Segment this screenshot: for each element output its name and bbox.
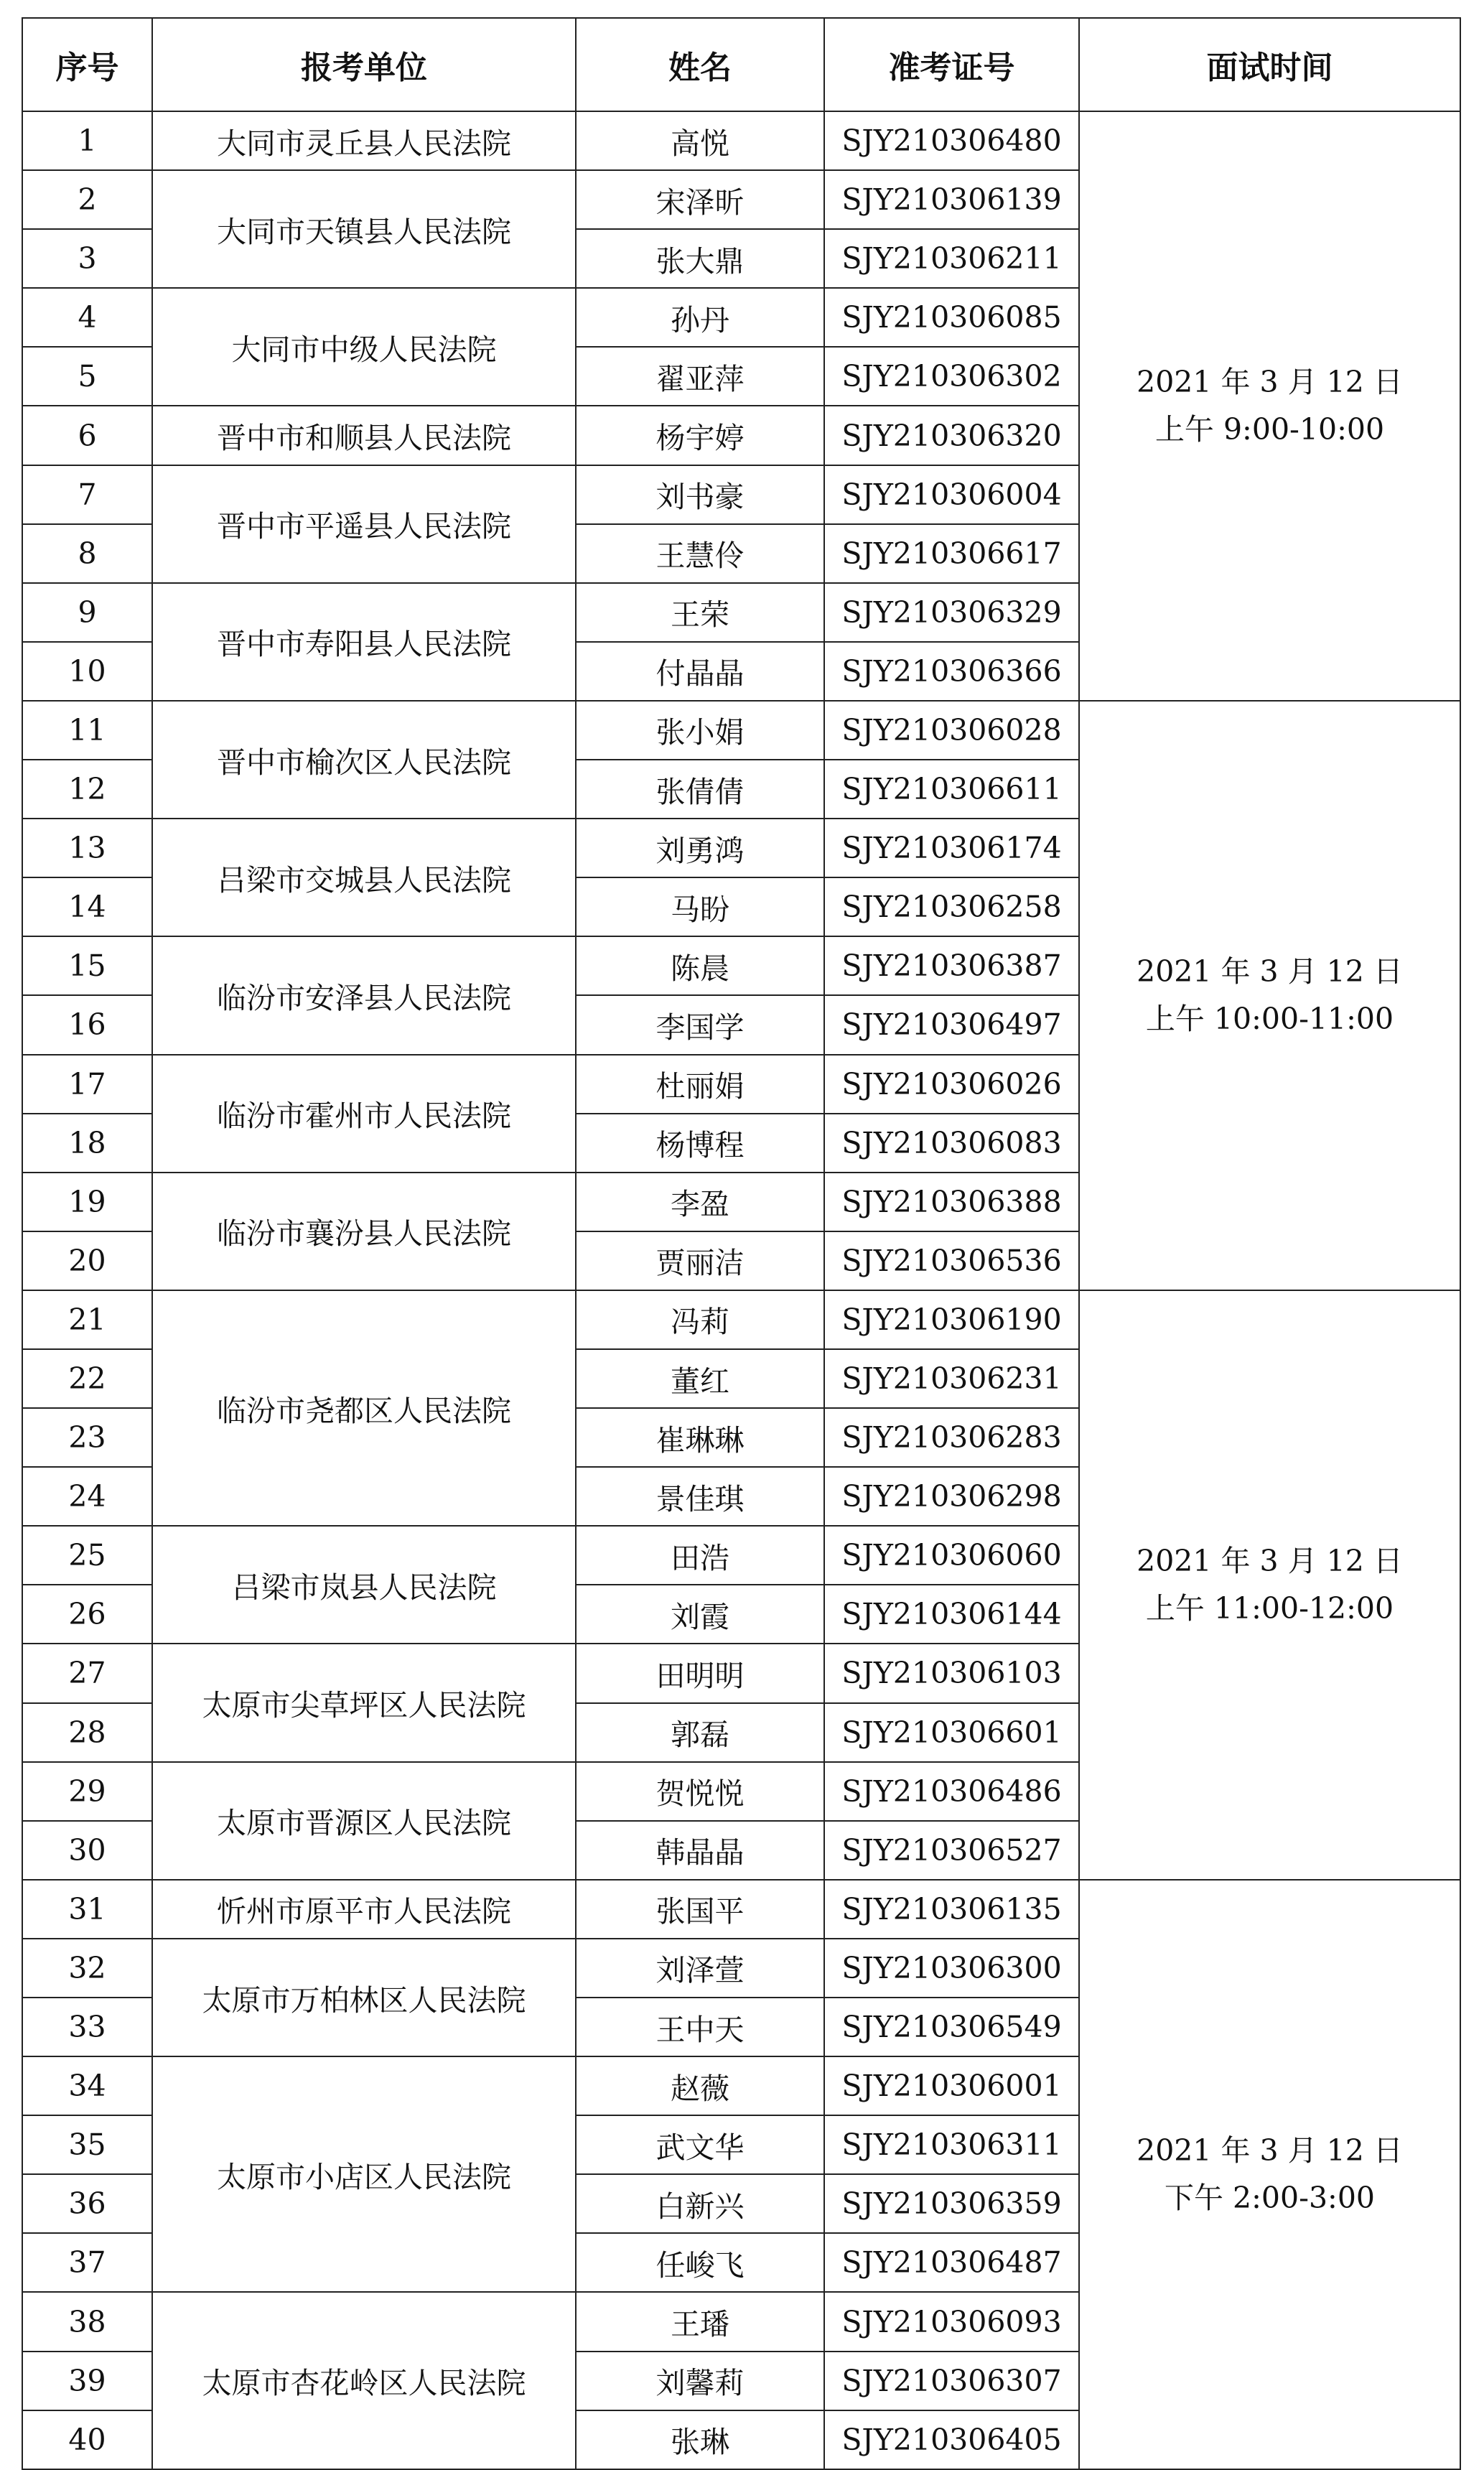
candidate-name: 任峻飞 <box>576 2233 824 2292</box>
row-index: 20 <box>22 1231 152 1290</box>
row-index: 9 <box>22 583 152 642</box>
admission-ticket-number: SJY210306085 <box>824 288 1079 347</box>
candidate-name: 刘馨莉 <box>576 2352 824 2410</box>
admission-ticket-number: SJY210306320 <box>824 406 1079 465</box>
unit-cell: 临汾市襄汾县人民法院 <box>152 1173 576 1290</box>
candidate-name: 崔琳琳 <box>576 1408 824 1467</box>
admission-ticket-number: SJY210306527 <box>824 1821 1079 1880</box>
candidate-name: 王荣 <box>576 583 824 642</box>
unit-cell: 临汾市尧都区人民法院 <box>152 1290 576 1526</box>
admission-ticket-number: SJY210306060 <box>824 1526 1079 1585</box>
row-index: 17 <box>22 1055 152 1114</box>
unit-cell: 忻州市原平市人民法院 <box>152 1880 576 1939</box>
row-index: 11 <box>22 701 152 760</box>
row-index: 24 <box>22 1467 152 1526</box>
table-row <box>22 1880 1460 1939</box>
candidate-name: 武文华 <box>576 2115 824 2174</box>
unit-cell: 大同市中级人民法院 <box>152 288 576 406</box>
candidate-name: 贺悦悦 <box>576 1762 824 1821</box>
admission-ticket-number: SJY210306139 <box>824 170 1079 229</box>
interview-time-cell <box>1079 701 1460 1290</box>
admission-ticket-number: SJY210306258 <box>824 877 1079 936</box>
row-index: 5 <box>22 347 152 406</box>
unit-cell: 太原市尖草坪区人民法院 <box>152 1644 576 1761</box>
row-index: 39 <box>22 2352 152 2410</box>
row-index: 1 <box>22 111 152 170</box>
candidate-name: 张国平 <box>576 1880 824 1939</box>
candidate-name: 李国学 <box>576 995 824 1054</box>
interview-schedule-table <box>22 17 1461 2470</box>
candidate-name: 刘泽萱 <box>576 1939 824 1998</box>
admission-ticket-number: SJY210306283 <box>824 1408 1079 1467</box>
candidate-name: 田明明 <box>576 1644 824 1702</box>
admission-ticket-number: SJY210306480 <box>824 111 1079 170</box>
candidate-name: 白新兴 <box>576 2174 824 2233</box>
row-index: 18 <box>22 1114 152 1173</box>
unit-cell: 太原市晋源区人民法院 <box>152 1762 576 1880</box>
row-index: 22 <box>22 1349 152 1408</box>
row-index: 8 <box>22 524 152 583</box>
unit-cell: 晋中市寿阳县人民法院 <box>152 583 576 701</box>
admission-ticket-number: SJY210306487 <box>824 2233 1079 2292</box>
candidate-name: 刘霞 <box>576 1585 824 1644</box>
candidate-name: 陈晨 <box>576 936 824 995</box>
admission-ticket-number: SJY210306536 <box>824 1231 1079 1290</box>
candidate-name: 王慧伶 <box>576 524 824 583</box>
table-row <box>22 1290 1460 1349</box>
candidate-name: 刘勇鸿 <box>576 819 824 877</box>
admission-ticket-number: SJY210306083 <box>824 1114 1079 1173</box>
admission-ticket-number: SJY210306135 <box>824 1880 1079 1939</box>
admission-ticket-number: SJY210306004 <box>824 465 1079 524</box>
candidate-name: 付晶晶 <box>576 642 824 701</box>
row-index: 37 <box>22 2233 152 2292</box>
unit-cell: 临汾市霍州市人民法院 <box>152 1055 576 1173</box>
row-index: 13 <box>22 819 152 877</box>
unit-cell: 太原市万柏林区人民法院 <box>152 1939 576 2056</box>
candidate-name: 翟亚萍 <box>576 347 824 406</box>
interview-slot: 上午 11:00-12:00 <box>1145 1591 1394 1626</box>
candidate-name: 王中天 <box>576 1998 824 2056</box>
candidate-name: 宋泽昕 <box>576 170 824 229</box>
admission-ticket-number: SJY210306311 <box>824 2115 1079 2174</box>
admission-ticket-number: SJY210306486 <box>824 1762 1079 1821</box>
candidate-name: 杨博程 <box>576 1114 824 1173</box>
admission-ticket-number: SJY210306302 <box>824 347 1079 406</box>
table-body <box>22 111 1460 2469</box>
row-index: 38 <box>22 2292 152 2351</box>
row-index: 14 <box>22 877 152 936</box>
candidate-name: 张小娟 <box>576 701 824 760</box>
admission-ticket-number: SJY210306300 <box>824 1939 1079 1998</box>
admission-ticket-number: SJY210306329 <box>824 583 1079 642</box>
row-index: 29 <box>22 1762 152 1821</box>
admission-ticket-number: SJY210306174 <box>824 819 1079 877</box>
interview-time-cell <box>1079 1880 1460 2469</box>
candidate-name: 张倩倩 <box>576 760 824 819</box>
candidate-name: 田浩 <box>576 1526 824 1585</box>
candidate-name: 王璠 <box>576 2292 824 2351</box>
row-index: 7 <box>22 465 152 524</box>
interview-slot: 上午 10:00-11:00 <box>1145 1002 1394 1037</box>
row-index: 25 <box>22 1526 152 1585</box>
candidate-name: 冯莉 <box>576 1290 824 1349</box>
interview-slot: 上午 9:00-10:00 <box>1154 412 1385 447</box>
candidate-name: 高悦 <box>576 111 824 170</box>
row-index: 27 <box>22 1644 152 1702</box>
interview-date: 2021 年 3 月 12 日 <box>1137 2133 1403 2168</box>
candidate-name: 杜丽娟 <box>576 1055 824 1114</box>
candidate-name: 韩晶晶 <box>576 1821 824 1880</box>
candidate-name: 郭磊 <box>576 1703 824 1762</box>
admission-ticket-number: SJY210306307 <box>824 2352 1079 2410</box>
admission-ticket-number: SJY210306388 <box>824 1173 1079 1231</box>
interview-date: 2021 年 3 月 12 日 <box>1137 954 1403 989</box>
candidate-name: 赵薇 <box>576 2056 824 2115</box>
admission-ticket-number: SJY210306366 <box>824 642 1079 701</box>
row-index: 26 <box>22 1585 152 1644</box>
interview-date: 2021 年 3 月 12 日 <box>1137 1544 1403 1579</box>
interview-time-cell <box>1079 111 1460 701</box>
unit-cell: 临汾市安泽县人民法院 <box>152 936 576 1054</box>
header-index: 序号 <box>22 18 152 111</box>
row-index: 34 <box>22 2056 152 2115</box>
unit-cell: 太原市杏花岭区人民法院 <box>152 2292 576 2469</box>
table-row <box>22 111 1460 170</box>
row-index: 2 <box>22 170 152 229</box>
admission-ticket-number: SJY210306549 <box>824 1998 1079 2056</box>
admission-ticket-number: SJY210306103 <box>824 1644 1079 1702</box>
admission-ticket-number: SJY210306211 <box>824 229 1079 288</box>
candidate-name: 景佳琪 <box>576 1467 824 1526</box>
row-index: 15 <box>22 936 152 995</box>
unit-cell: 大同市天镇县人民法院 <box>152 170 576 288</box>
admission-ticket-number: SJY210306298 <box>824 1467 1079 1526</box>
header-time: 面试时间 <box>1079 18 1460 111</box>
candidate-name: 张琳 <box>576 2410 824 2469</box>
candidate-name: 杨宇婷 <box>576 406 824 465</box>
row-index: 12 <box>22 760 152 819</box>
unit-cell: 吕梁市岚县人民法院 <box>152 1526 576 1644</box>
row-index: 36 <box>22 2174 152 2233</box>
row-index: 10 <box>22 642 152 701</box>
row-index: 19 <box>22 1173 152 1231</box>
row-index: 32 <box>22 1939 152 1998</box>
row-index: 16 <box>22 995 152 1054</box>
candidate-name: 张大鼎 <box>576 229 824 288</box>
table-header <box>22 18 1460 111</box>
row-index: 30 <box>22 1821 152 1880</box>
admission-ticket-number: SJY210306611 <box>824 760 1079 819</box>
table-row <box>22 701 1460 760</box>
candidate-name: 贾丽洁 <box>576 1231 824 1290</box>
row-index: 3 <box>22 229 152 288</box>
admission-ticket-number: SJY210306359 <box>824 2174 1079 2233</box>
row-index: 28 <box>22 1703 152 1762</box>
candidate-name: 李盈 <box>576 1173 824 1231</box>
unit-cell: 吕梁市交城县人民法院 <box>152 819 576 936</box>
unit-cell: 晋中市平遥县人民法院 <box>152 465 576 583</box>
admission-ticket-number: SJY210306093 <box>824 2292 1079 2351</box>
admission-ticket-number: SJY210306601 <box>824 1703 1079 1762</box>
unit-cell: 晋中市和顺县人民法院 <box>152 406 576 465</box>
unit-cell: 晋中市榆次区人民法院 <box>152 701 576 819</box>
header-name: 姓名 <box>576 18 824 111</box>
admission-ticket-number: SJY210306190 <box>824 1290 1079 1349</box>
admission-ticket-number: SJY210306028 <box>824 701 1079 760</box>
candidate-name: 董红 <box>576 1349 824 1408</box>
candidate-name: 刘书豪 <box>576 465 824 524</box>
row-index: 21 <box>22 1290 152 1349</box>
admission-ticket-number: SJY210306231 <box>824 1349 1079 1408</box>
row-index: 4 <box>22 288 152 347</box>
row-index: 6 <box>22 406 152 465</box>
admission-ticket-number: SJY210306405 <box>824 2410 1079 2469</box>
header-unit: 报考单位 <box>152 18 576 111</box>
header-row <box>22 18 1460 111</box>
row-index: 40 <box>22 2410 152 2469</box>
row-index: 23 <box>22 1408 152 1467</box>
admission-ticket-number: SJY210306001 <box>824 2056 1079 2115</box>
header-ticket: 准考证号 <box>824 18 1079 111</box>
admission-ticket-number: SJY210306026 <box>824 1055 1079 1114</box>
candidate-name: 孙丹 <box>576 288 824 347</box>
interview-time-cell <box>1079 1290 1460 1880</box>
unit-cell: 大同市灵丘县人民法院 <box>152 111 576 170</box>
row-index: 31 <box>22 1880 152 1939</box>
admission-ticket-number: SJY210306497 <box>824 995 1079 1054</box>
candidate-name: 马盼 <box>576 877 824 936</box>
row-index: 35 <box>22 2115 152 2174</box>
unit-cell: 太原市小店区人民法院 <box>152 2056 576 2292</box>
interview-date: 2021 年 3 月 12 日 <box>1137 365 1403 400</box>
admission-ticket-number: SJY210306144 <box>824 1585 1079 1644</box>
interview-slot: 下午 2:00-3:00 <box>1164 2181 1376 2216</box>
row-index: 33 <box>22 1998 152 2056</box>
admission-ticket-number: SJY210306617 <box>824 524 1079 583</box>
admission-ticket-number: SJY210306387 <box>824 936 1079 995</box>
